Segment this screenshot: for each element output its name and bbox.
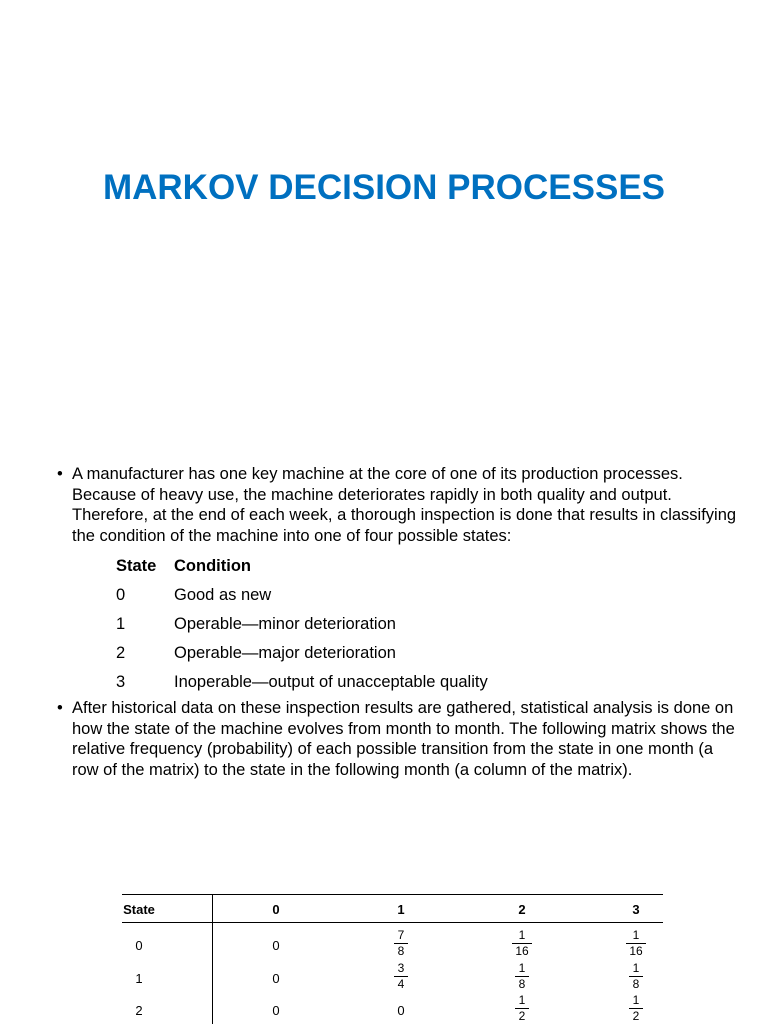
matrix-cell: 0 — [272, 938, 280, 953]
matrix-fraction: 1 2 — [515, 994, 529, 1023]
table-top-rule — [122, 894, 663, 895]
state-header: State — [116, 557, 157, 575]
paragraph-history-text: After historical data on these inspection results are gathered, statistical analysis is done on how the state of the machine evolves from month to month. The following matrix shows the relative frequency (probability) of each possible transition from the state in one month (a row of the matrix) to the state in the following month (a column of the matrix). — [72, 699, 735, 779]
condition-value: Good as new — [174, 586, 272, 604]
bullet-marker: • — [57, 465, 63, 483]
matrix-fraction: 3 4 — [394, 962, 408, 991]
matrix-header-col-3: 3 — [632, 902, 640, 917]
matrix-fraction: 7 8 — [394, 929, 408, 958]
state-value: 2 — [116, 644, 126, 662]
matrix-cell: 0 — [272, 971, 280, 986]
bullet-marker: • — [57, 699, 63, 717]
matrix-cell: 0 — [272, 1003, 280, 1018]
state-value: 1 — [116, 615, 126, 633]
matrix-header-col-2: 2 — [518, 902, 526, 917]
matrix-fraction: 1 16 — [512, 929, 532, 958]
matrix-row-state: 0 — [135, 938, 143, 953]
table-header-rule — [122, 922, 663, 923]
state-value: 3 — [116, 673, 126, 691]
transition-matrix-table — [122, 894, 663, 1024]
paragraph-intro — [57, 464, 737, 546]
paragraph-history — [57, 698, 737, 780]
matrix-header-state: State — [123, 902, 155, 917]
page-title: MARKOV DECISION PROCESSES — [102, 168, 666, 207]
table-column-divider — [212, 894, 213, 1024]
matrix-fraction: 1 2 — [629, 994, 643, 1023]
condition-header: Condition — [174, 557, 251, 575]
matrix-fraction: 1 16 — [626, 929, 646, 958]
matrix-row-state: 1 — [135, 971, 143, 986]
matrix-fraction: 1 8 — [629, 962, 643, 991]
condition-value: Operable—major deterioration — [174, 644, 396, 662]
matrix-header-col-0: 0 — [272, 902, 280, 917]
state-value: 0 — [116, 586, 126, 604]
condition-value: Operable—minor deterioration — [174, 615, 396, 633]
matrix-row-state: 2 — [135, 1003, 143, 1018]
matrix-fraction: 1 8 — [515, 962, 529, 991]
condition-value: Inoperable—output of unacceptable quality — [174, 673, 488, 691]
paragraph-intro-text: A manufacturer has one key machine at the core of one of its production processes. Because of heavy use, the machine deteriorates rapidly in both quality and output. Therefore, at the end of each week, a thorough inspection is done that results in classifying the condition of the machine into one of four possible states: — [72, 465, 737, 545]
matrix-header-col-1: 1 — [397, 902, 405, 917]
matrix-cell: 0 — [397, 1003, 405, 1018]
